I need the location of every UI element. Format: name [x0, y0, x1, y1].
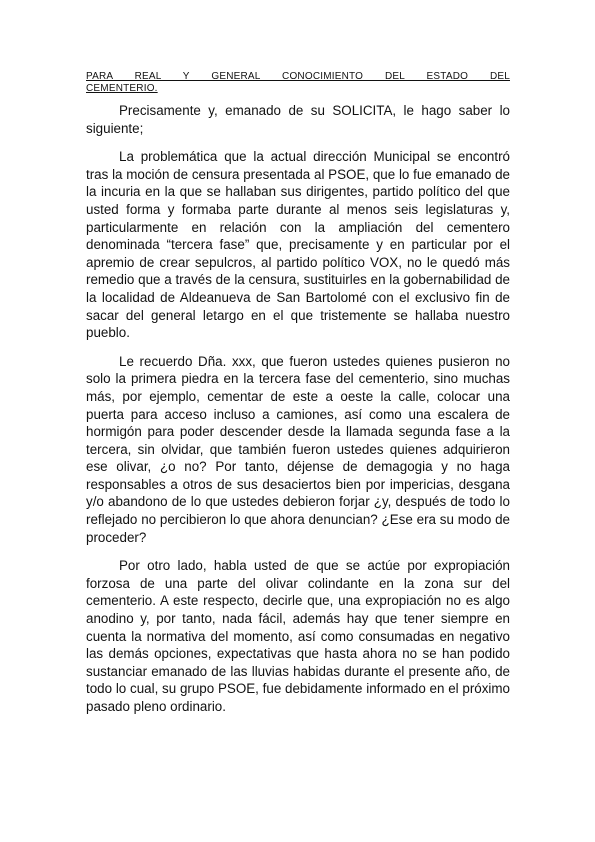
- paragraph-1: Precisamente y, emanado de su SOLICITA, le hago saber lo siguiente;: [86, 103, 510, 136]
- document-body: [86, 70, 510, 727]
- paragraph-3: Le recuerdo Dña. xxx, que fueron ustedes quienes pusieron no solo la primera piedra en la tercera fase del cementerio, sino muchas más, por ejemplo, cementar de este a oeste la calle, colocar una puerta para acceso incluso a camiones, así como una escalera de hormigón para poder descender desde la llamada segunda fase a la tercera, sin olvidar, que también fueron ustedes quienes adquirieron ese olivar, ¿o no? Por tanto, déjense de demagogia y no haga responsables a otros de sus desaciertos bien por impericias, desgana y/o abandono de lo que ustedes debieron forjar ¿y, después de todo lo reflejado no percibieron lo que ahora denuncian? ¿Ese era su modo de proceder?: [86, 353, 510, 545]
- paragraph-2: La problemática que la actual dirección Municipal se encontró tras la moción de censura presentada al PSOE, que lo fue emanado de la incuria en la que se hallaban sus dirigentes, partido político del que usted forma y formaba parte durante al menos seis legislaturas y, particularmente en relación con la ampliación del cementero denominada “tercera fase” que, precisamente y en particular por el apremio de crear sepulcros, al partido político VOX, no le quedó más remedio que a través de la censura, sustituirles en la gobernabilidad de la localidad de Aldeanueva de San Bartolomé con el exclusivo fin de sacar del general letargo en el que tristemente se hallaba nuestro pueblo.: [86, 149, 510, 341]
- document-heading-line-2: CEMENTERIO.: [86, 83, 158, 94]
- paragraph-4: Por otro lado, habla usted de que se actúe por expropiación forzosa de una parte del olivar colindante en la zona sur del cementerio. A este respecto, decirle que, una expropiación no es algo anodino y, por tanto, nada fácil, además hay que tener siempre en cuenta la normativa del momento, así como consumadas en negativo las demás opciones, expectativas que hasta ahora no se han podido sustanciar emanado de las lluvias habidas durante el presente año, de todo lo cual, su grupo PSOE, fue debidamente informado en el próximo pasado pleno ordinario.: [86, 558, 510, 714]
- document-heading-line-1: PARA REAL Y GENERAL CONOCIMIENTO DEL ESTADO DEL: [86, 71, 510, 82]
